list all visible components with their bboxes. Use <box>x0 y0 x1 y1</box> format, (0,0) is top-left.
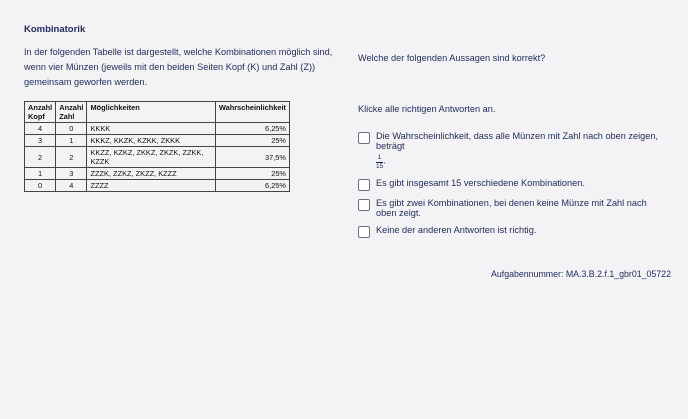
intro-text: In der folgenden Tabelle ist dargestellt, welche Kombinationen möglich sind, wenn vier Münzen (jeweils mit den beiden Seiten Kopf (K) und Zahl (Z)) gemeinsam geworfen werden. <box>24 47 333 87</box>
fraction-numerator: 1 <box>377 154 382 161</box>
cell-kopf: 1 <box>25 168 56 180</box>
table-row <box>25 135 290 147</box>
option-3[interactable] <box>358 198 668 218</box>
option-1-content <box>376 131 668 171</box>
table-row <box>25 147 290 168</box>
cell-zahl: 4 <box>56 180 87 192</box>
table-row <box>25 123 290 135</box>
task-number: Aufgabennummer: MA.3.B.2.f.1_gbr01_05722 <box>491 269 671 279</box>
option-1-suffix: . <box>383 155 386 166</box>
cell-moeglichkeiten: KKKK <box>87 123 215 135</box>
cell-moeglichkeiten: ZZZK, ZZKZ, ZKZZ, KZZZ <box>87 168 215 180</box>
cell-kopf: 0 <box>25 180 56 192</box>
cell-wahrscheinlichkeit: 25% <box>215 135 289 147</box>
cell-zahl: 1 <box>56 135 87 147</box>
left-panel <box>24 24 344 192</box>
answer-options <box>358 131 668 245</box>
cell-zahl: 3 <box>56 168 87 180</box>
option-4[interactable] <box>358 225 668 238</box>
question-text: Welche der folgenden Aussagen sind korrekt? <box>358 53 546 63</box>
cell-zahl: 2 <box>56 147 87 168</box>
option-3-label: Es gibt zwei Kombinationen, bei denen keine Münze mit Zahl nach oben zeigt. <box>376 198 647 218</box>
cell-wahrscheinlichkeit: 25% <box>215 168 289 180</box>
page-title: Kombinatorik <box>24 24 86 35</box>
header-anzahl-zahl: Anzahl Zahl <box>56 102 87 123</box>
cell-kopf: 2 <box>25 147 56 168</box>
option-4-label: Keine der anderen Antworten ist richtig. <box>376 225 537 235</box>
option-2-checkbox[interactable] <box>358 179 370 191</box>
cell-wahrscheinlichkeit: 6,25% <box>215 180 289 192</box>
cell-moeglichkeiten: KKKZ, KKZK, KZKK, ZKKK <box>87 135 215 147</box>
table-row <box>25 168 290 180</box>
header-wahrscheinlichkeit: Wahrscheinlichkeit <box>215 102 289 123</box>
cell-wahrscheinlichkeit: 6,25% <box>215 123 289 135</box>
cell-kopf: 3 <box>25 135 56 147</box>
cell-wahrscheinlichkeit: 37,5% <box>215 147 289 168</box>
option-1-label: Die Wahrscheinlichkeit, dass alle Münzen mit Zahl nach oben zeigen, beträgt <box>376 131 659 151</box>
right-panel <box>358 53 668 235</box>
option-4-checkbox[interactable] <box>358 226 370 238</box>
header-moeglichkeiten: Möglichkeiten <box>87 102 215 123</box>
table-header-row <box>25 102 290 123</box>
option-1-checkbox[interactable] <box>358 132 370 144</box>
option-3-checkbox[interactable] <box>358 199 370 211</box>
cell-kopf: 4 <box>25 123 56 135</box>
combinations-table <box>24 101 290 192</box>
fraction-denominator: 15 <box>376 163 384 170</box>
option-2-label: Es gibt insgesamt 15 verschiedene Kombinationen. <box>376 178 585 188</box>
cell-moeglichkeiten: KKZZ, KZKZ, ZKKZ, ZKZK, ZZKK, KZZK <box>87 147 215 168</box>
instruction-text: Klicke alle richtigen Antworten an. <box>358 104 496 114</box>
cell-zahl: 0 <box>56 123 87 135</box>
option-1[interactable] <box>358 131 668 171</box>
header-anzahl-kopf: Anzahl Kopf <box>25 102 56 123</box>
cell-moeglichkeiten: ZZZZ <box>87 180 215 192</box>
table-row <box>25 180 290 192</box>
option-2[interactable] <box>358 178 668 191</box>
